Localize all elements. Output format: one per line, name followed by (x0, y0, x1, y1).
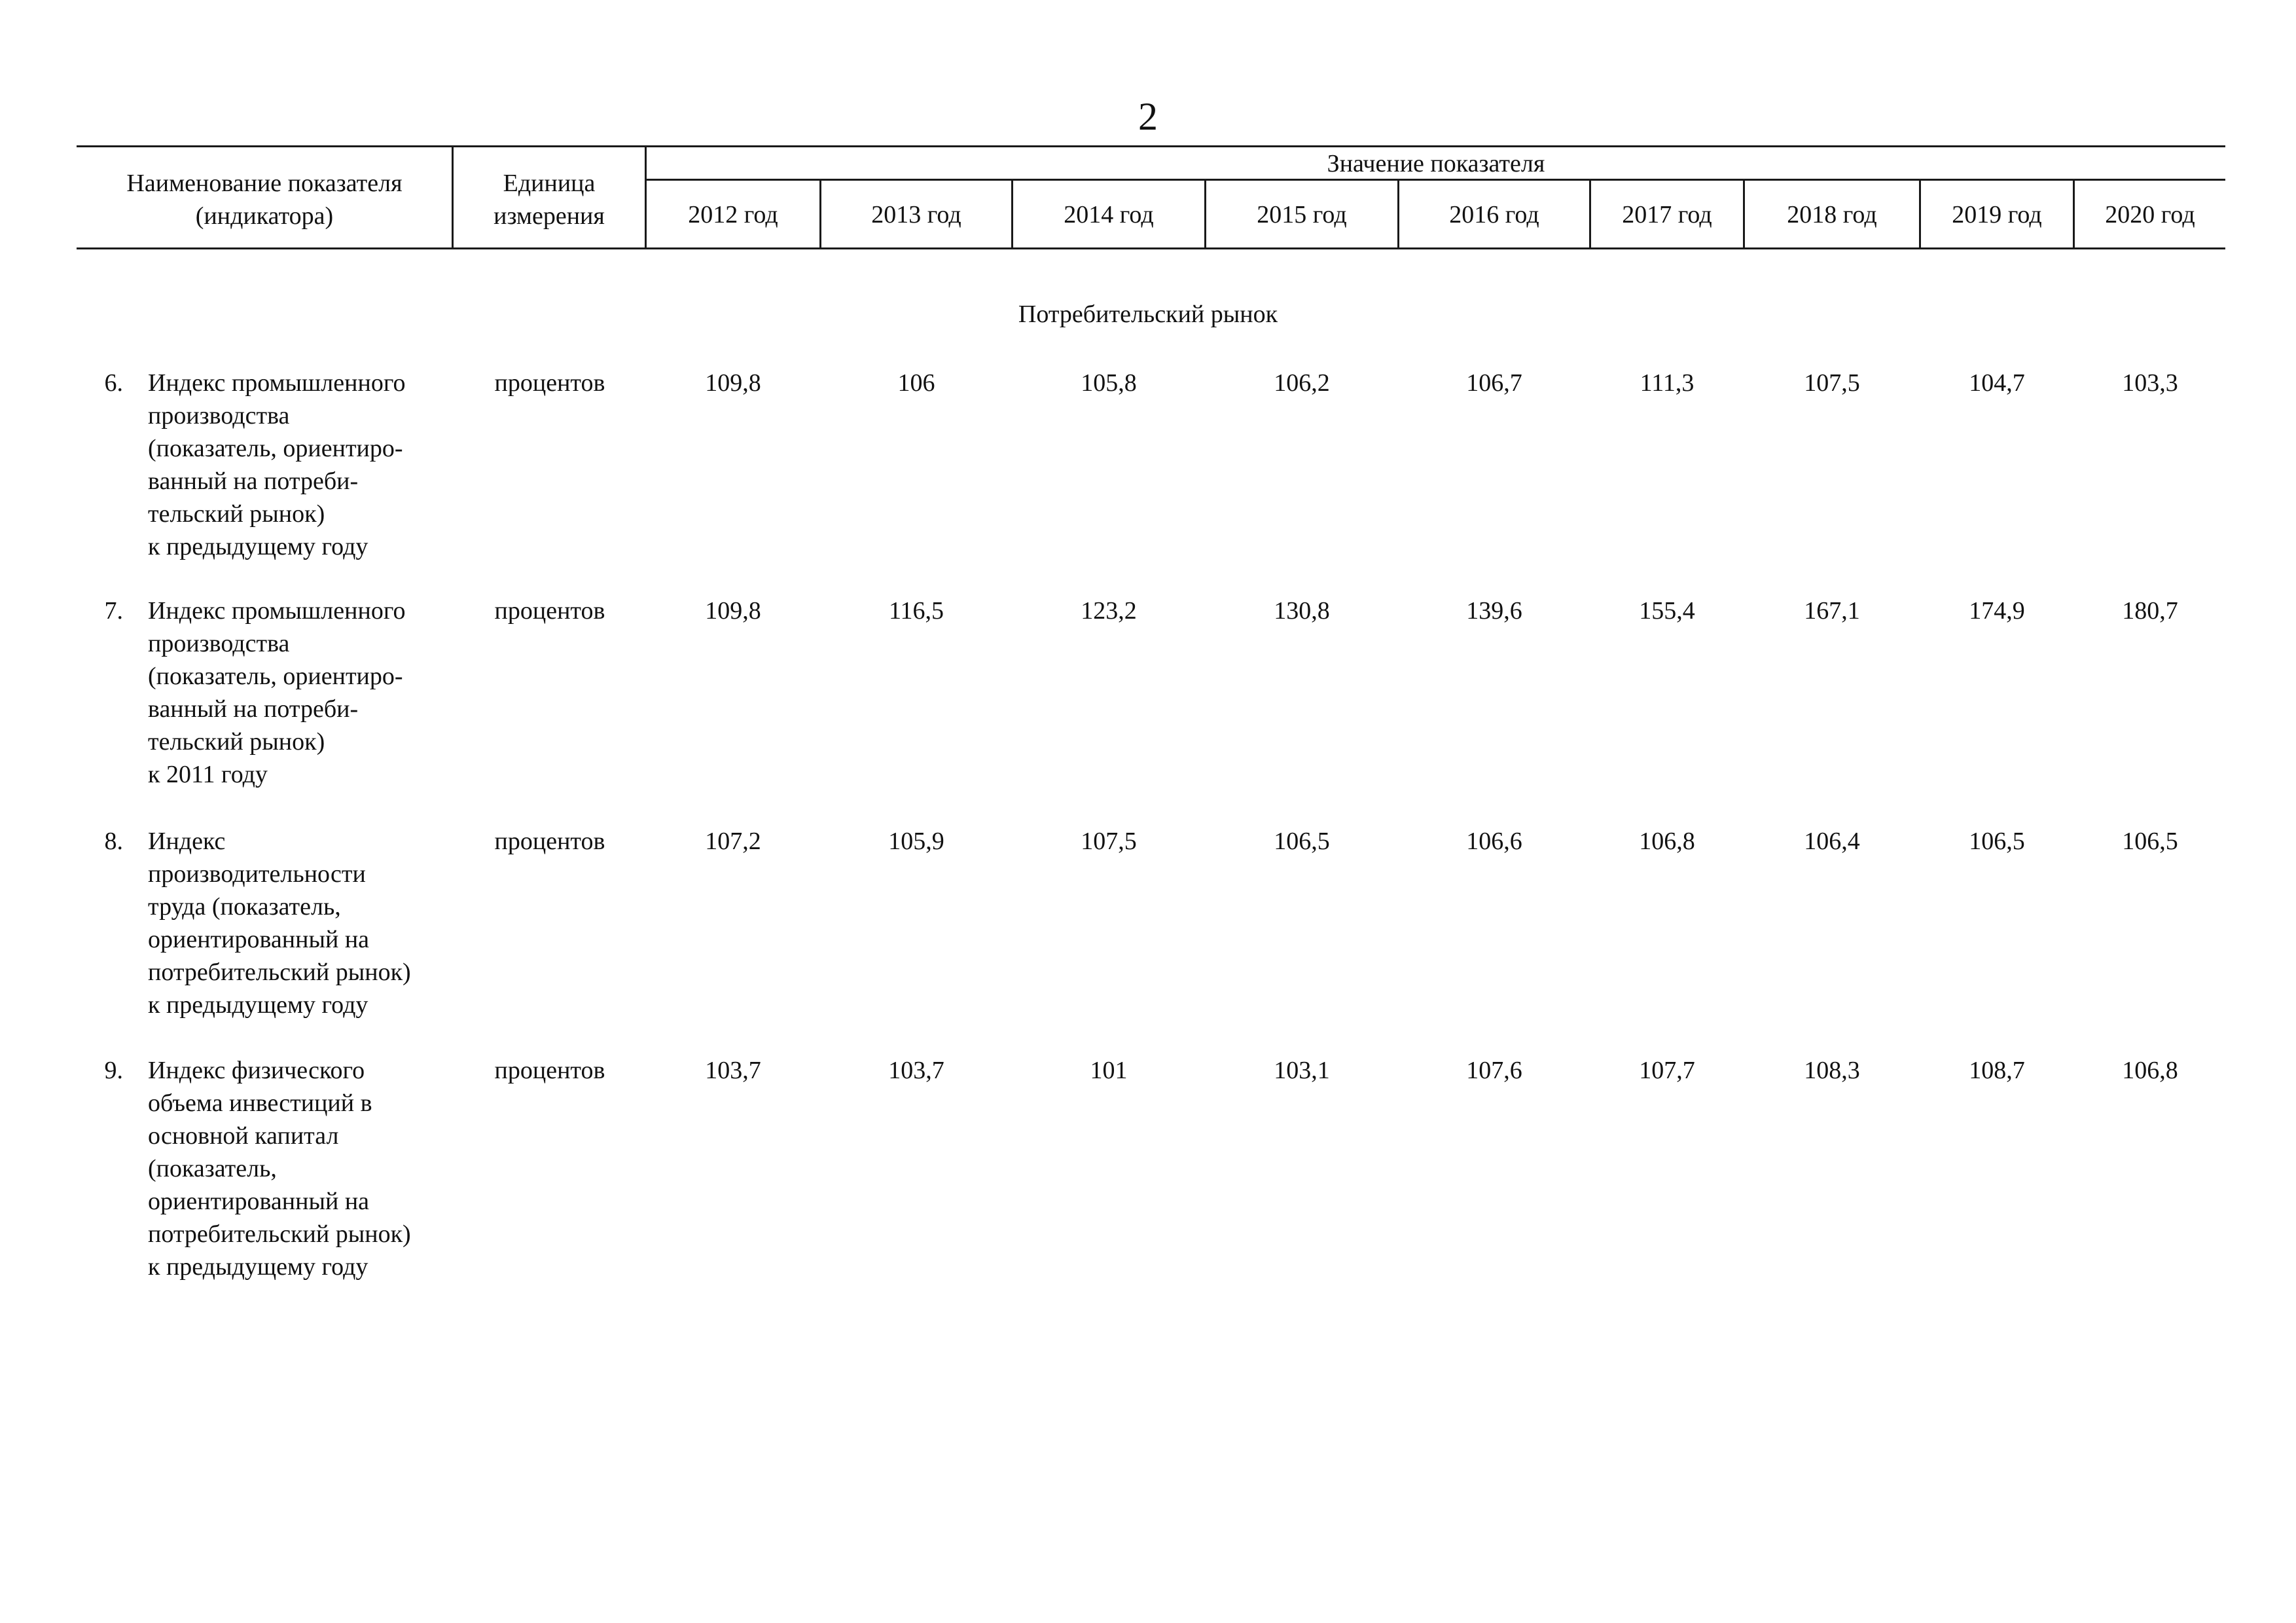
value-cell: 106,4 (1804, 828, 1860, 855)
header-value-group: Значение показателя (1327, 150, 1545, 177)
header-year-2013: 2013 год (871, 201, 961, 228)
header-year-2019: 2019 год (1952, 201, 2042, 228)
section-title: Потребительский рынок (1018, 301, 1278, 328)
header-year-2012: 2012 год (688, 201, 778, 228)
value-cell: 103,7 (705, 1057, 761, 1084)
value-cell: 106,2 (1274, 369, 1330, 397)
value-cell: 105,9 (888, 828, 944, 855)
value-cell: 174,9 (1969, 597, 2025, 625)
value-cell: 108,3 (1804, 1057, 1860, 1084)
value-cell: 155,4 (1639, 597, 1695, 625)
value-cell: 123,2 (1081, 597, 1137, 625)
value-cell: 109,8 (705, 369, 761, 397)
header-year-2018: 2018 год (1787, 201, 1877, 228)
table-top-rule (77, 145, 2225, 147)
header-year-2017: 2017 год (1622, 201, 1712, 228)
value-cell: 111,3 (1640, 369, 1695, 397)
value-cell: 106,5 (2122, 828, 2178, 855)
page-number: 2 (1138, 95, 1158, 138)
value-cell: 107,7 (1639, 1057, 1695, 1084)
header-year-2016: 2016 год (1449, 201, 1539, 228)
value-cell: 180,7 (2122, 597, 2178, 625)
value-cell: 106,5 (1274, 828, 1330, 855)
indicator-unit: процентов (494, 369, 605, 397)
value-cell: 106 (897, 369, 935, 397)
value-cell: 101 (1090, 1057, 1128, 1084)
value-cell: 139,6 (1466, 597, 1522, 625)
header-year-2015: 2015 год (1257, 201, 1347, 228)
indicator-unit: процентов (494, 597, 605, 625)
value-cell: 107,5 (1804, 369, 1860, 397)
value-cell: 103,3 (2122, 369, 2178, 397)
row-number: 9. (104, 1057, 123, 1084)
value-cell: 106,7 (1466, 369, 1522, 397)
value-cell: 106,5 (1969, 828, 2025, 855)
value-cell: 107,2 (705, 828, 761, 855)
value-cell: 109,8 (705, 597, 761, 625)
row-number: 8. (104, 828, 123, 855)
indicator-unit: процентов (494, 828, 605, 855)
indicator-name: Индекс промышленного производства (показатель, ориентиро- ванный на потреби- тельский рынок) к предыдущему году (148, 369, 406, 560)
value-cell: 108,7 (1969, 1057, 2025, 1084)
header-year-2014: 2014 год (1064, 201, 1154, 228)
indicator-name: Индекс промышленного производства (показатель, ориентиро- ванный на потреби- тельский рынок) к 2011 году (148, 597, 406, 788)
value-cell: 130,8 (1274, 597, 1330, 625)
table-header-bottom-rule (77, 247, 2225, 249)
value-cell: 106,8 (2122, 1057, 2178, 1084)
value-cell: 116,5 (888, 597, 944, 625)
header-unit-column: Единица измерения (493, 170, 605, 230)
header-year-2020: 2020 год (2105, 201, 2195, 228)
indicator-name: Индекс производительности труда (показатель, ориентированный на потребительский рынок) к предыдущему году (148, 828, 411, 1019)
year-group-rule (645, 179, 2225, 181)
value-cell: 107,6 (1466, 1057, 1522, 1084)
value-cell: 167,1 (1804, 597, 1860, 625)
value-cell: 103,1 (1274, 1057, 1330, 1084)
value-cell: 107,5 (1081, 828, 1137, 855)
value-cell: 106,6 (1466, 828, 1522, 855)
row-number: 7. (104, 597, 123, 625)
value-cell: 106,8 (1639, 828, 1695, 855)
indicator-name: Индекс физического объема инвестиций в основной капитал (показатель, ориентированный на потребительский рынок) к предыдущему году (148, 1057, 411, 1281)
indicator-unit: процентов (494, 1057, 605, 1084)
value-cell: 105,8 (1081, 369, 1137, 397)
header-name-column: Наименование показателя (индикатора) (126, 170, 403, 230)
row-number: 6. (104, 369, 123, 397)
value-cell: 104,7 (1969, 369, 2025, 397)
value-cell: 103,7 (888, 1057, 944, 1084)
